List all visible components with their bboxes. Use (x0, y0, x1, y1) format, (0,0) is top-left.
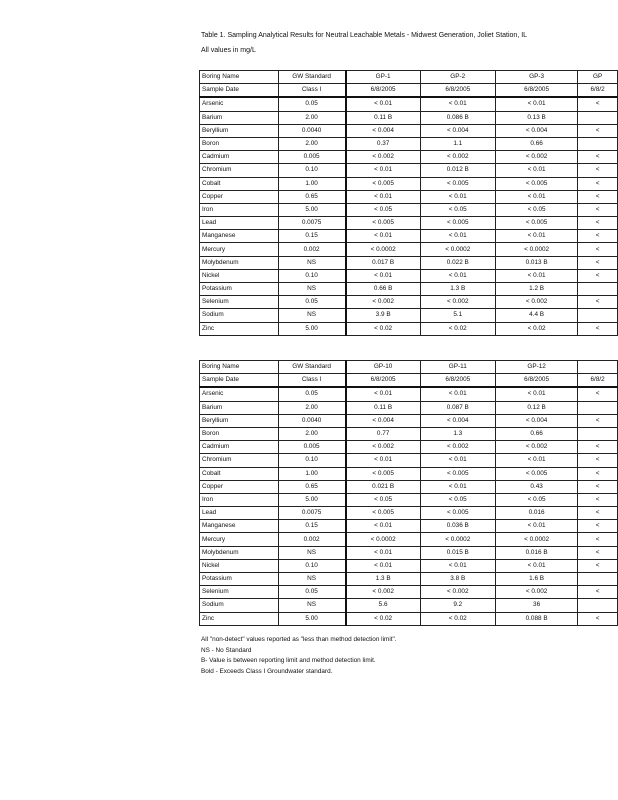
result-value: < 0.002 (495, 151, 577, 164)
table-row (200, 546, 618, 559)
footnotes (201, 635, 397, 677)
table-row (200, 269, 618, 282)
analyte-name: Chromium (200, 164, 279, 177)
result-value: < 0.01 (346, 387, 420, 401)
result-value: < 0.01 (346, 97, 420, 111)
table-row (200, 190, 618, 203)
result-value: < 0.002 (420, 441, 495, 454)
result-value: < (578, 520, 618, 533)
result-value: < 0.01 (495, 387, 577, 401)
analyte-name: Mercury (200, 243, 279, 256)
table-row (200, 230, 618, 243)
result-value: < 0.002 (346, 151, 420, 164)
analyte-name: Nickel (200, 559, 279, 572)
result-value (578, 573, 618, 586)
standard-value: 0.05 (278, 586, 346, 599)
analyte-name: Copper (200, 190, 279, 203)
table-row (200, 203, 618, 216)
sample-date: 6/8/2005 (420, 84, 495, 98)
result-value: < (578, 546, 618, 559)
result-value (578, 111, 618, 124)
sample-date-label: Sample Date (200, 374, 279, 388)
results-table-2 (199, 360, 618, 626)
result-value: < (578, 151, 618, 164)
result-value: 1.2 B (495, 283, 577, 296)
result-value: < (578, 217, 618, 230)
result-value: < 0.0002 (420, 533, 495, 546)
standard-value: 1.00 (278, 177, 346, 190)
result-value: < 0.0002 (346, 243, 420, 256)
result-value (578, 427, 618, 440)
result-value: < 0.01 (420, 480, 495, 493)
analyte-name: Iron (200, 203, 279, 216)
analyte-name: Manganese (200, 230, 279, 243)
table-row (200, 573, 618, 586)
table-row (200, 111, 618, 124)
table-row (200, 467, 618, 480)
result-value: < (578, 243, 618, 256)
standard-value: 0.05 (278, 387, 346, 401)
result-value: < 0.01 (420, 387, 495, 401)
standard-value: 5.00 (278, 493, 346, 506)
result-value: 0.66 (495, 137, 577, 150)
result-value: < (578, 387, 618, 401)
result-value: 0.021 B (346, 480, 420, 493)
sample-name: GP-3 (495, 71, 577, 84)
table-row (200, 243, 618, 256)
result-value: 1.1 (420, 137, 495, 150)
table-row (200, 401, 618, 414)
result-value: < 0.01 (420, 559, 495, 572)
table-row (200, 151, 618, 164)
result-value: < 0.01 (420, 230, 495, 243)
result-value: < (578, 322, 618, 335)
result-value: < 0.05 (495, 493, 577, 506)
footnote-b-flag: B- Value is between reporting limit and method detection limit. (201, 657, 376, 664)
analyte-name: Cadmium (200, 151, 279, 164)
gw-standard-label: GW Standard (278, 71, 346, 84)
standard-value: 0.10 (278, 269, 346, 282)
result-value: < 0.01 (420, 454, 495, 467)
result-value: 3.9 B (346, 309, 420, 322)
result-value: < 0.02 (420, 322, 495, 335)
standard-value: 0.10 (278, 559, 346, 572)
result-value: < 0.005 (495, 217, 577, 230)
result-value: < 0.01 (495, 164, 577, 177)
table-row (200, 124, 618, 137)
analyte-name: Zinc (200, 322, 279, 335)
result-value: < 0.01 (420, 190, 495, 203)
table-row (200, 599, 618, 612)
analyte-name: Cobalt (200, 177, 279, 190)
result-value: < (578, 190, 618, 203)
table-row (200, 283, 618, 296)
result-value: < 0.01 (495, 190, 577, 203)
sample-name: GP (578, 71, 618, 84)
analyte-name: Barium (200, 111, 279, 124)
result-value: < 0.0002 (495, 243, 577, 256)
analyte-name: Manganese (200, 520, 279, 533)
table-row (200, 507, 618, 520)
table-row (200, 520, 618, 533)
standard-value: NS (278, 256, 346, 269)
result-value: 0.13 B (495, 111, 577, 124)
standard-value: 0.15 (278, 230, 346, 243)
header-row-names (200, 361, 618, 374)
analyte-name: Iron (200, 493, 279, 506)
result-value: < 0.004 (495, 414, 577, 427)
result-value: < 0.01 (346, 546, 420, 559)
result-value: < 0.004 (420, 414, 495, 427)
analyte-name: Beryllium (200, 414, 279, 427)
table-row (200, 559, 618, 572)
result-value: < (578, 467, 618, 480)
result-value: 0.017 B (346, 256, 420, 269)
standard-value: NS (278, 309, 346, 322)
result-value: < 0.005 (420, 177, 495, 190)
table-row (200, 296, 618, 309)
table-row (200, 533, 618, 546)
result-value: < (578, 454, 618, 467)
analyte-name: Arsenic (200, 387, 279, 401)
result-value: 0.016 (495, 507, 577, 520)
result-value: < 0.01 (346, 230, 420, 243)
analyte-name: Nickel (200, 269, 279, 282)
footnote-nondetect: All "non-detect" values reported as "less than method detection limit". (201, 636, 397, 643)
result-value: 0.37 (346, 137, 420, 150)
result-value: 0.086 B (420, 111, 495, 124)
result-value: < 0.02 (346, 612, 420, 625)
result-value: 0.087 B (420, 401, 495, 414)
footnote-ns: NS - No Standard (201, 646, 252, 654)
analyte-name: Boron (200, 137, 279, 150)
results-table-1 (199, 70, 618, 336)
result-value: < 0.05 (346, 203, 420, 216)
table-row (200, 612, 618, 625)
table-row (200, 414, 618, 427)
standard-value: NS (278, 546, 346, 559)
analyte-name: Molybdenum (200, 256, 279, 269)
table-row (200, 217, 618, 230)
sample-date-label: Sample Date (200, 84, 279, 98)
result-value: < (578, 164, 618, 177)
gw-standard-label: GW Standard (278, 361, 346, 374)
result-value: 0.66 B (346, 283, 420, 296)
result-value: < (578, 533, 618, 546)
result-value: 0.11 B (346, 111, 420, 124)
analyte-name: Potassium (200, 573, 279, 586)
result-value: < 0.01 (420, 97, 495, 111)
result-value: < 0.005 (346, 507, 420, 520)
table-row (200, 387, 618, 401)
analyte-name: Barium (200, 401, 279, 414)
standard-value: 2.00 (278, 427, 346, 440)
sample-date: 6/8/2005 (495, 84, 577, 98)
standard-value: 0.05 (278, 97, 346, 111)
result-value (578, 401, 618, 414)
analyte-name: Cadmium (200, 441, 279, 454)
result-value: < 0.004 (420, 124, 495, 137)
result-value: < 0.005 (495, 177, 577, 190)
analyte-name: Beryllium (200, 124, 279, 137)
standard-value: 2.00 (278, 401, 346, 414)
standard-value: 0.10 (278, 164, 346, 177)
result-value: < 0.005 (420, 217, 495, 230)
standard-value: 0.005 (278, 151, 346, 164)
standard-value: NS (278, 573, 346, 586)
table-title: Table 1. Sampling Analytical Results for Neutral Leachable Metals - Midwest Generation, Joliet Station, IL (201, 32, 528, 39)
result-value: < (578, 493, 618, 506)
standard-value: 0.0075 (278, 507, 346, 520)
result-value: < 0.01 (495, 559, 577, 572)
result-value: < (578, 296, 618, 309)
result-value: < 0.01 (420, 269, 495, 282)
result-value: < 0.002 (495, 296, 577, 309)
boring-name-label: Boring Name (200, 361, 279, 374)
standard-value: NS (278, 283, 346, 296)
table-row (200, 256, 618, 269)
result-value: < 0.002 (495, 441, 577, 454)
table-row (200, 586, 618, 599)
analyte-name: Sodium (200, 599, 279, 612)
result-value: < 0.01 (346, 559, 420, 572)
analyte-name: Sodium (200, 309, 279, 322)
analyte-name: Potassium (200, 283, 279, 296)
result-value (578, 283, 618, 296)
standard-value: 2.00 (278, 137, 346, 150)
standard-value: 0.0075 (278, 217, 346, 230)
sample-date: 6/8/2005 (346, 374, 420, 388)
result-value: < 0.02 (495, 322, 577, 335)
result-value: 4.4 B (495, 309, 577, 322)
result-value: < (578, 480, 618, 493)
result-value: 36 (495, 599, 577, 612)
result-value: < 0.0002 (420, 243, 495, 256)
analyte-name: Arsenic (200, 97, 279, 111)
result-value: 0.016 B (495, 546, 577, 559)
analyte-name: Boron (200, 427, 279, 440)
result-value: 1.3 B (420, 283, 495, 296)
result-value: < 0.05 (495, 203, 577, 216)
result-value: < 0.02 (346, 322, 420, 335)
result-value: < (578, 507, 618, 520)
table-row (200, 427, 618, 440)
result-value: 0.66 (495, 427, 577, 440)
analyte-name: Mercury (200, 533, 279, 546)
result-value: 9.2 (420, 599, 495, 612)
result-value: < (578, 586, 618, 599)
table-row (200, 454, 618, 467)
result-value: < (578, 124, 618, 137)
standard-value: 5.00 (278, 203, 346, 216)
result-value: < 0.004 (346, 124, 420, 137)
result-value: < 0.002 (495, 586, 577, 599)
standard-value: 5.00 (278, 322, 346, 335)
result-value: < 0.05 (420, 203, 495, 216)
result-value: < 0.005 (346, 217, 420, 230)
analyte-name: Molybdenum (200, 546, 279, 559)
result-value: 5.1 (420, 309, 495, 322)
result-value: < 0.01 (495, 269, 577, 282)
result-value: < (578, 612, 618, 625)
standard-value: 0.002 (278, 243, 346, 256)
table-row (200, 164, 618, 177)
footnote-bold: Bold - Exceeds Class I Groundwater standard. (201, 667, 333, 675)
table-row (200, 493, 618, 506)
table-row (200, 322, 618, 335)
result-value: < 0.01 (346, 164, 420, 177)
standard-value: 0.002 (278, 533, 346, 546)
standard-value: 0.0040 (278, 414, 346, 427)
standard-value: 2.00 (278, 111, 346, 124)
analyte-name: Copper (200, 480, 279, 493)
result-value: 0.088 B (495, 612, 577, 625)
standard-value: 5.00 (278, 612, 346, 625)
standard-value: 0.10 (278, 454, 346, 467)
sample-name: GP-10 (346, 361, 420, 374)
table-row (200, 480, 618, 493)
result-value: < 0.005 (495, 467, 577, 480)
standard-value: 0.65 (278, 480, 346, 493)
sample-date: 6/8/2005 (420, 374, 495, 388)
result-value: < 0.005 (346, 467, 420, 480)
standard-class: Class I (278, 374, 346, 388)
sample-name (578, 361, 618, 374)
result-value: 1.3 (420, 427, 495, 440)
sample-date: 6/8/2005 (495, 374, 577, 388)
result-value (578, 599, 618, 612)
result-value: < 0.002 (346, 441, 420, 454)
analyte-name: Lead (200, 507, 279, 520)
result-value: 0.11 B (346, 401, 420, 414)
result-value: < 0.01 (495, 454, 577, 467)
result-value (578, 309, 618, 322)
result-value: 0.43 (495, 480, 577, 493)
result-value: < 0.005 (346, 177, 420, 190)
result-value: < 0.02 (420, 612, 495, 625)
result-value: < 0.01 (346, 190, 420, 203)
result-value: < 0.002 (346, 296, 420, 309)
result-value: < 0.01 (346, 269, 420, 282)
result-value: 0.013 B (495, 256, 577, 269)
units-note: All values in mg/L (201, 47, 256, 54)
analyte-name: Chromium (200, 454, 279, 467)
table-row (200, 177, 618, 190)
result-value: 0.015 B (420, 546, 495, 559)
result-value: < 0.005 (420, 467, 495, 480)
analyte-name: Zinc (200, 612, 279, 625)
standard-value: 0.05 (278, 296, 346, 309)
standard-value: 0.15 (278, 520, 346, 533)
result-value: < 0.004 (346, 414, 420, 427)
result-value: < (578, 203, 618, 216)
analyte-name: Lead (200, 217, 279, 230)
sample-date: 6/8/2 (578, 84, 618, 98)
result-value: < 0.05 (420, 493, 495, 506)
result-value: 5.6 (346, 599, 420, 612)
result-value: < (578, 559, 618, 572)
boring-name-label: Boring Name (200, 71, 279, 84)
standard-value: 1.00 (278, 467, 346, 480)
result-value: < 0.01 (495, 520, 577, 533)
result-value: 0.036 B (420, 520, 495, 533)
result-value: < 0.01 (346, 520, 420, 533)
header-row-dates (200, 374, 618, 388)
result-value: 1.6 B (495, 573, 577, 586)
sample-name: GP-1 (346, 71, 420, 84)
result-value: < (578, 414, 618, 427)
result-value: < (578, 230, 618, 243)
standard-class: Class I (278, 84, 346, 98)
header-row-names (200, 71, 618, 84)
result-value: < 0.01 (346, 454, 420, 467)
sample-name: GP-12 (495, 361, 577, 374)
result-value: < 0.01 (495, 97, 577, 111)
sample-date: 6/8/2 (578, 374, 618, 388)
table-row (200, 441, 618, 454)
result-value: < 0.0002 (346, 533, 420, 546)
result-value: < 0.002 (346, 586, 420, 599)
result-value: < 0.005 (420, 507, 495, 520)
result-value: 3.8 B (420, 573, 495, 586)
sample-date: 6/8/2005 (346, 84, 420, 98)
table-row (200, 97, 618, 111)
standard-value: 0.005 (278, 441, 346, 454)
analyte-name: Selenium (200, 296, 279, 309)
result-value: < (578, 177, 618, 190)
table-row (200, 309, 618, 322)
standard-value: NS (278, 599, 346, 612)
result-value: < 0.002 (420, 296, 495, 309)
result-value: < 0.002 (420, 586, 495, 599)
standard-value: 0.0040 (278, 124, 346, 137)
table-row (200, 137, 618, 150)
result-value: 0.12 B (495, 401, 577, 414)
header-row-dates (200, 84, 618, 98)
analyte-name: Cobalt (200, 467, 279, 480)
result-value: 1.3 B (346, 573, 420, 586)
result-value: < 0.002 (420, 151, 495, 164)
result-value: 0.012 B (420, 164, 495, 177)
analyte-name: Selenium (200, 586, 279, 599)
result-value: < (578, 256, 618, 269)
result-value: < (578, 441, 618, 454)
sample-name: GP-11 (420, 361, 495, 374)
result-value (578, 137, 618, 150)
result-value: 0.022 B (420, 256, 495, 269)
result-value: < 0.01 (495, 230, 577, 243)
result-value: < (578, 269, 618, 282)
result-value: < 0.05 (346, 493, 420, 506)
sample-name: GP-2 (420, 71, 495, 84)
result-value: < 0.004 (495, 124, 577, 137)
standard-value: 0.65 (278, 190, 346, 203)
result-value: 0.77 (346, 427, 420, 440)
result-value: < 0.0002 (495, 533, 577, 546)
result-value: < (578, 97, 618, 111)
